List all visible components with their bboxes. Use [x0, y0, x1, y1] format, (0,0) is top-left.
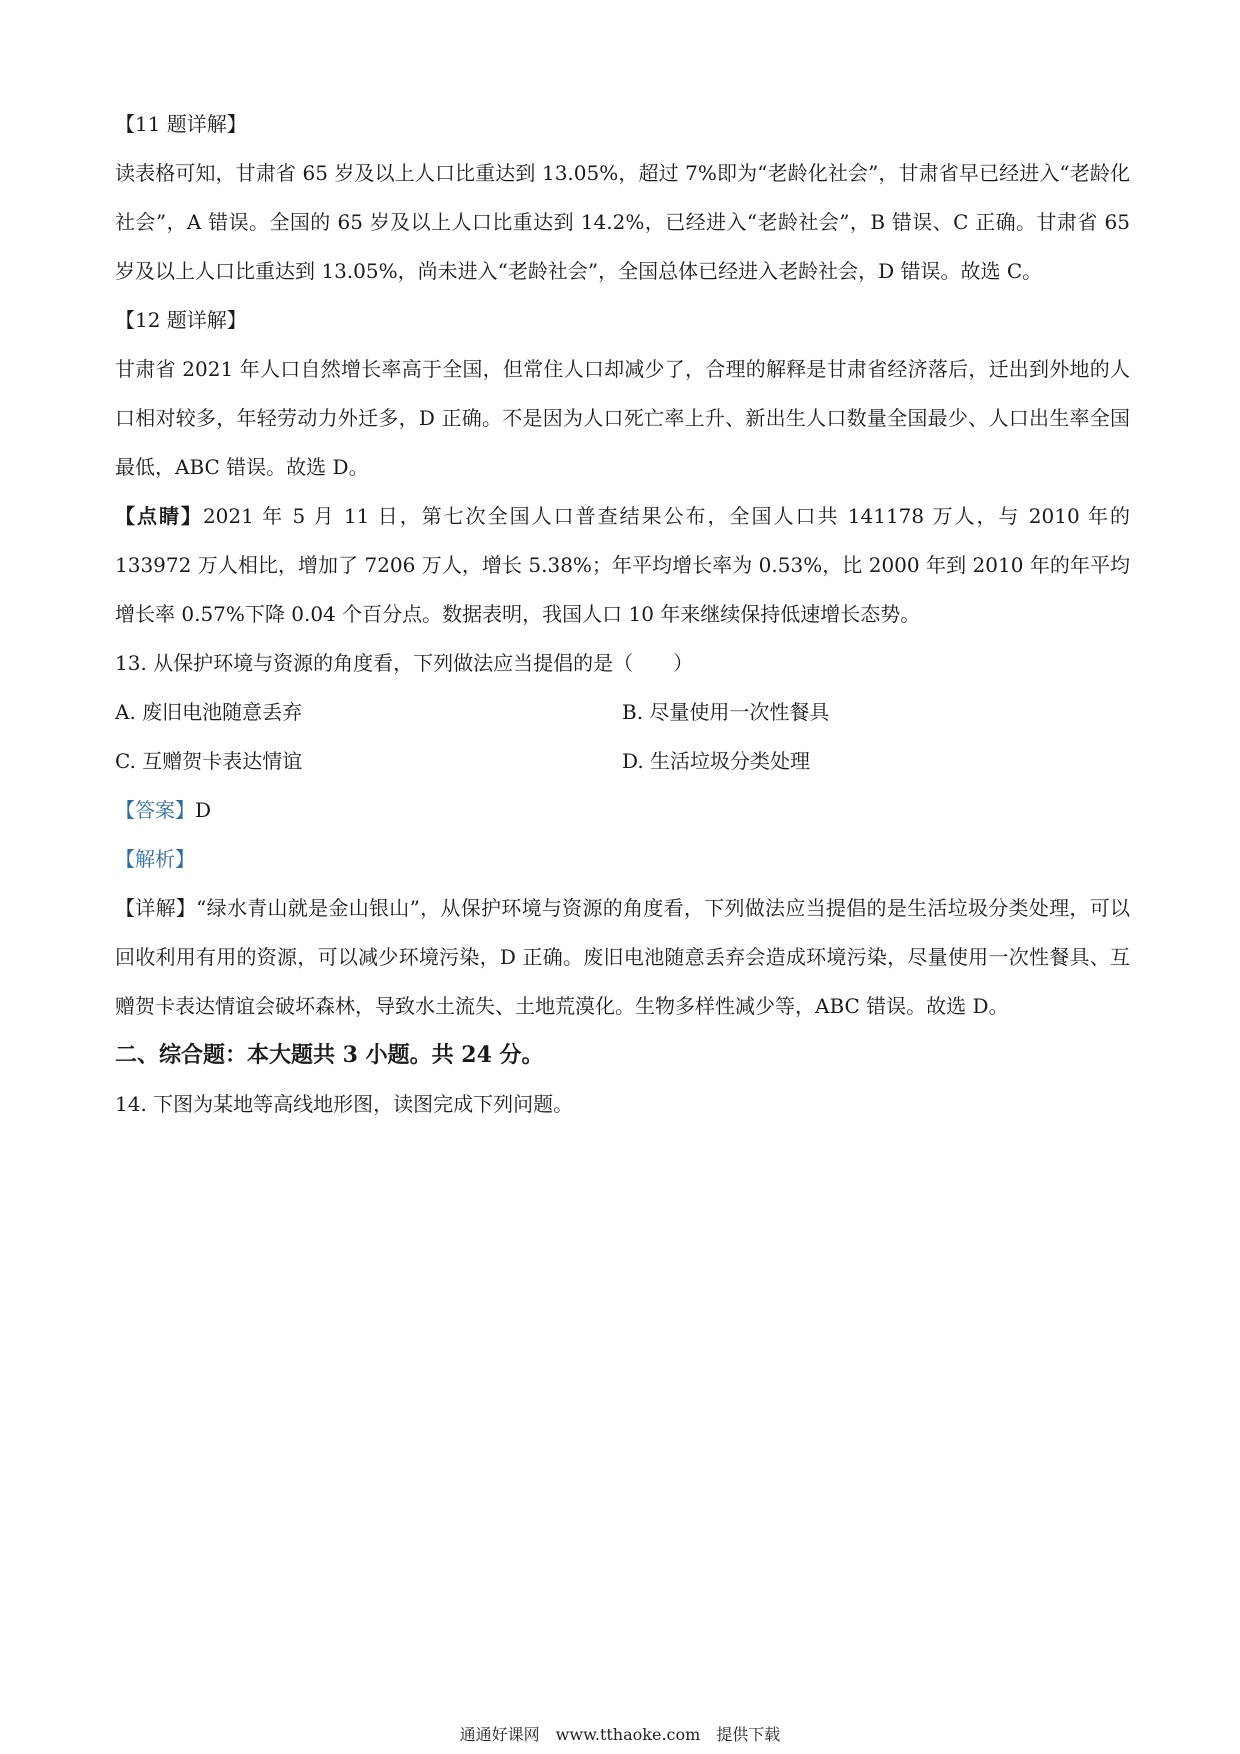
- q12-tip: [115, 492, 1130, 639]
- tip-body: 2021 年 5 月 11 日，第七次全国人口普查结果公布，全国人口共 141178 万人，与 2010 年的 133972 万人相比，增加了 7206 万人，增长 5.38%；年平均增长率为 0.53%，比 2000 年到 2010 年的年平均增长率 0.57%下降 0.04 个百分点。数据表明，我国人口 10 年来继续保持低速增长态势。: [115, 504, 1130, 626]
- q11-heading: 【11 题详解】: [115, 112, 247, 136]
- detail-label: 【详解】: [115, 896, 197, 920]
- q13-options-row-1: [115, 688, 1130, 737]
- page-content: [115, 100, 1130, 1129]
- answer-value: D: [195, 798, 212, 822]
- detail-body: “绿水青山就是金山银山”，从保护环境与资源的角度看，下列做法应当提倡的是生活垃圾分类处理，可以回收利用有用的资源，可以减少环境污染，D 正确。废旧电池随意丢弃会造成环境污染，尽量使用一次性餐具、互赠贺卡表达情谊会破坏森林，导致水土流失、土地荒漠化。生物多样性减少等，ABC 错误。故选 D。: [115, 896, 1131, 1018]
- q13-stem: 13. 从保护环境与资源的角度看，下列做法应当提倡的是（ ）: [115, 651, 694, 675]
- q13-detail: [115, 884, 1130, 1031]
- q13-options-row-2: [115, 737, 1130, 786]
- option-b: B. 尽量使用一次性餐具: [622, 700, 830, 724]
- option-d: D. 生活垃圾分类处理: [622, 749, 811, 773]
- option-a: A. 废旧电池随意丢弃: [115, 700, 303, 724]
- q12-heading: 【12 题详解】: [115, 308, 247, 332]
- q12-explanation: 甘肃省 2021 年人口自然增长率高于全国，但常住人口却减少了，合理的解释是甘肃省经济落后，迁出到外地的人口相对较多，年轻劳动力外迁多，D 正确。不是因为人口死亡率上升、新出生人口数量全国最少、人口出生率全国最低，ABC 错误。故选 D。: [115, 357, 1130, 479]
- tip-label: 【点睛】: [115, 504, 203, 528]
- q14-stem: 14. 下图为某地等高线地形图，读图完成下列问题。: [115, 1092, 574, 1116]
- q13-answer: [115, 786, 1130, 835]
- option-c: C. 互赠贺卡表达情谊: [115, 749, 303, 773]
- page-footer: 通通好课网 www.tthaoke.com 提供下载: [459, 1725, 781, 1744]
- section-2-title: 二、综合题：本大题共 3 小题。共 24 分。: [115, 1042, 544, 1068]
- q11-explanation: 读表格可知，甘肃省 65 岁及以上人口比重达到 13.05%，超过 7%即为“老龄化社会”，甘肃省早已经进入“老龄化社会”，A 错误。全国的 65 岁及以上人口比重达到 14.2%，已经进入“老龄社会”，B 错误、C 正确。甘肃省 65 岁及以上人口比重达到 13.05%，尚未进入“老龄社会”，全国总体已经进入老龄社会，D 错误。故选 C。: [115, 161, 1130, 283]
- q13-analysis-label: 【解析】: [115, 847, 195, 871]
- answer-label: 【答案】: [115, 798, 195, 822]
